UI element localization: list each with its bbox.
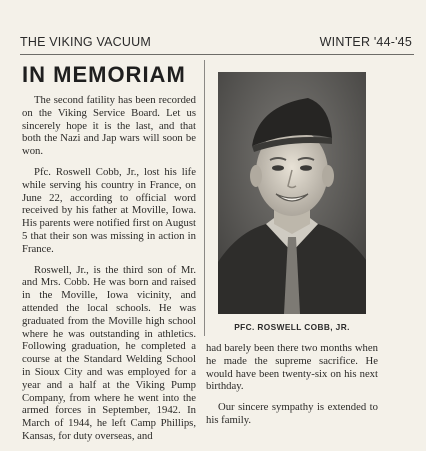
article-title: IN MEMORIAM [22,62,186,87]
article-right-column [206,342,378,435]
article-paragraph: The second fatility has been recorded on the Viking Service Board. Let us sincerely hope it is the last, and that both the Nazi and Jap wars will soon be won. [22,94,196,158]
article-left-column [22,94,196,451]
publication-name: THE VIKING VACUUM [20,35,151,49]
column-divider [204,60,205,336]
issue-date: WINTER '44-'45 [319,35,412,49]
article-paragraph: Roswell, Jr., is the third son of Mr. and Mrs. Cobb. He was born and raised in the Moville, Iowa vicinity, and attended the local schools. He was graduated from the Moville high school where he was outstanding in athletics. Following graduation, he completed a course at the Standard Welding School in Sioux City and was employed for a year and a half at the Viking Pump Company, from where he went into the armed forces in September, 1942. In March of 1944, he left Camp Phillips, Kansas, for duty overseas, and [22,263,196,442]
article-paragraph-continued: had barely been there two months when he made the supreme sacrifice. He would have been twenty-six on his next birthday. [206,342,378,393]
soldier-portrait [218,72,366,314]
portrait-photo [218,72,366,314]
header-rule [20,54,414,55]
article-paragraph: Our sincere sympathy is extended to his family. [206,401,378,426]
article-paragraph: Pfc. Roswell Cobb, Jr., lost his life while serving his country in France, on June 22, according to official word received by his father at Moville, Iowa. His parents were notified first on August 5 that their son was missing in action in France. [22,165,196,255]
photo-caption: PFC. ROSWELL COBB, JR. [234,322,350,332]
